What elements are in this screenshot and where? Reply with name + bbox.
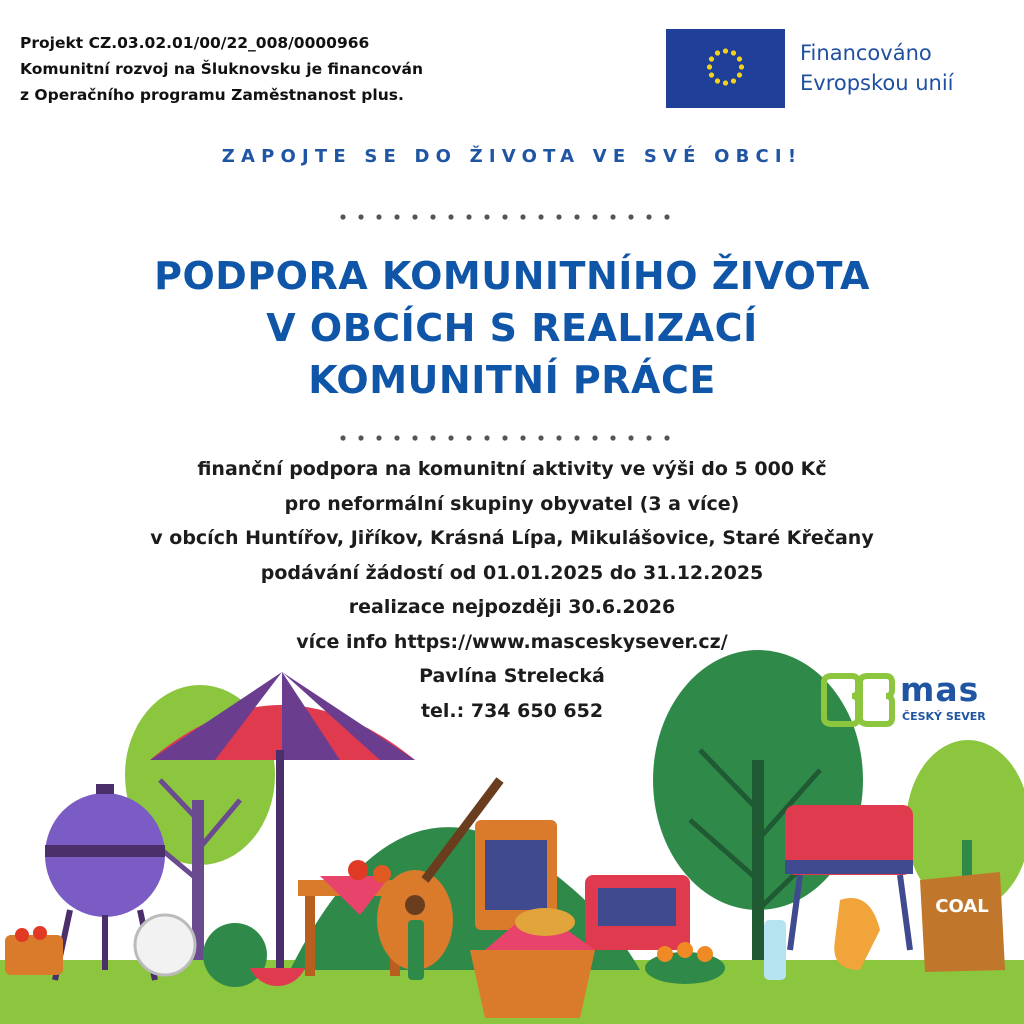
dotted-divider [338,433,678,443]
project-line-2: Komunitní rozvoj na Šluknovsku je financován [20,60,423,78]
info-line-municipalities: v obcích Huntířov, Jiříkov, Krásná Lípa, Mikulášovice, Staré Křečany [150,527,874,549]
project-info [20,30,423,108]
info-line-realization: realizace nejpozději 30.6.2026 [348,596,676,618]
info-line-phone: tel.: 734 650 652 [420,699,604,722]
mas-subtitle: ČESKÝ SEVER [902,710,986,723]
project-line-3: z Operačního programu Zaměstnanost plus. [20,86,404,104]
mas-emblem-icon [818,672,898,728]
eu-line-1: Financováno [800,41,932,65]
eu-funding-label [800,38,954,98]
title-line-1: PODPORA KOMUNITNÍHO ŽIVOTA [154,254,870,298]
info-line-groups: pro neformální skupiny obyvatel (3 a více) [284,492,740,515]
info-line-website[interactable]: více info https://www.masceskysever.cz/ [296,630,728,653]
tagline: ZAPOJTE SE DO ŽIVOTA VE SVÉ OBCI! [221,146,803,167]
mas-logo [818,672,1004,732]
title-line-3: KOMUNITNÍ PRÁCE [308,358,716,402]
eu-flag-icon [666,29,785,108]
title-line-2: V OBCÍCH S REALIZACÍ [266,306,758,350]
mas-word: mas [900,670,980,709]
coal-label: COAL [935,896,989,917]
dotted-divider [338,212,678,222]
page-title [0,250,1024,406]
eu-line-2: Evropskou unií [800,71,954,95]
info-line-applications: podávání žádostí od 01.01.2025 do 31.12.2025 [260,561,764,584]
project-line-1: Projekt CZ.03.02.01/00/22_008/0000966 [20,34,370,52]
info-line-support: finanční podpora na komunitní aktivity ve výši do 5 000 Kč [197,458,827,480]
info-line-contact-name: Pavlína Strelecká [419,665,605,687]
